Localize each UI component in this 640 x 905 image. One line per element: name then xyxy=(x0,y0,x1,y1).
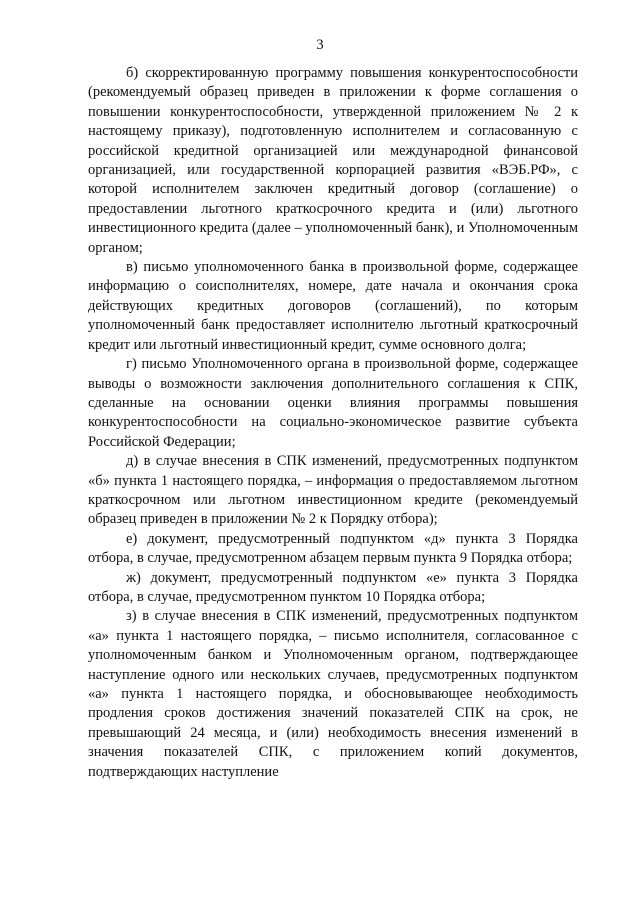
paragraph-d: д) в случае внесения в СПК изменений, предусмотренных подпунктом «б» пункта 1 настоящего порядка, – информация о предоставляемом льготном краткосрочном или льготном инвестиционном кредите (рекомендуемый образец приведен в приложении № 2 к Порядку отбора); xyxy=(88,453,578,528)
paragraph-z: з) в случае внесения в СПК изменений, предусмотренных подпунктом «а» пункта 1 настоящего порядка, – письмо исполнителя, согласованное с уполномоченным банком и Уполномоченным органом, подтверждающее наступление одного или нескольких случаев, предусмотренных подпунктом «а» пункта 1 настоящего порядка, и обосновывающее необходимость продления сроков достижения значений показателей СПК на срок, не превышающий 24 месяца, и (или) необходимость внесения изменений в значения показателей СПК, с приложением копий документов, подтверждающих наступление xyxy=(88,608,578,780)
paragraph-e: е) документ, предусмотренный подпунктом «д» пункта 3 Порядка отбора, в случае, предусмотренном абзацем первым пункта 9 Порядка отбора; xyxy=(88,530,578,567)
page-number: 3 xyxy=(316,37,324,53)
paragraph-zh: ж) документ, предусмотренный подпунктом «е» пункта 3 Порядка отбора, в случае, предусмотренном пунктом 10 Порядка отбора; xyxy=(88,569,578,605)
paragraph-v: в) письмо уполномоченного банка в произвольной форме, содержащее информацию о соисполнителях, номере, дате начала и окончания срока действующих кредитных договоров (соглашений), по которым уполномоченный банк предоставляет исполнителю льготный краткосрочный кредит или льготный инвестиционный кредит, сумме основного долга; xyxy=(88,259,578,353)
document-body xyxy=(88,64,578,782)
paragraph-g: г) письмо Уполномоченного органа в произвольной форме, содержащее выводы о возможности заключения дополнительного соглашения к СПК, сделанные на основании оценки влияния программы повышения конкурентоспособности на социально-экономическое развитие субъекта Российской Федерации; xyxy=(88,356,578,450)
paragraph-b: б) скорректированную программу повышения конкурентоспособности (рекомендуемый образец приведен в приложении к форме соглашения о повышении конкурентоспособности, утвержденной приложением № 2 к настоящему приказу), подготовленную исполнителем и согласованную с российской кредитной организацией или международной финансовой организацией, или государственной корпорацией развития «ВЭБ.РФ», с которой исполнителем заключен кредитный договор (соглашение) о предоставлении льготного краткосрочного кредита и (или) льготного инвестиционного кредита (далее – уполномоченный банк), и Уполномоченным органом; xyxy=(88,65,578,256)
